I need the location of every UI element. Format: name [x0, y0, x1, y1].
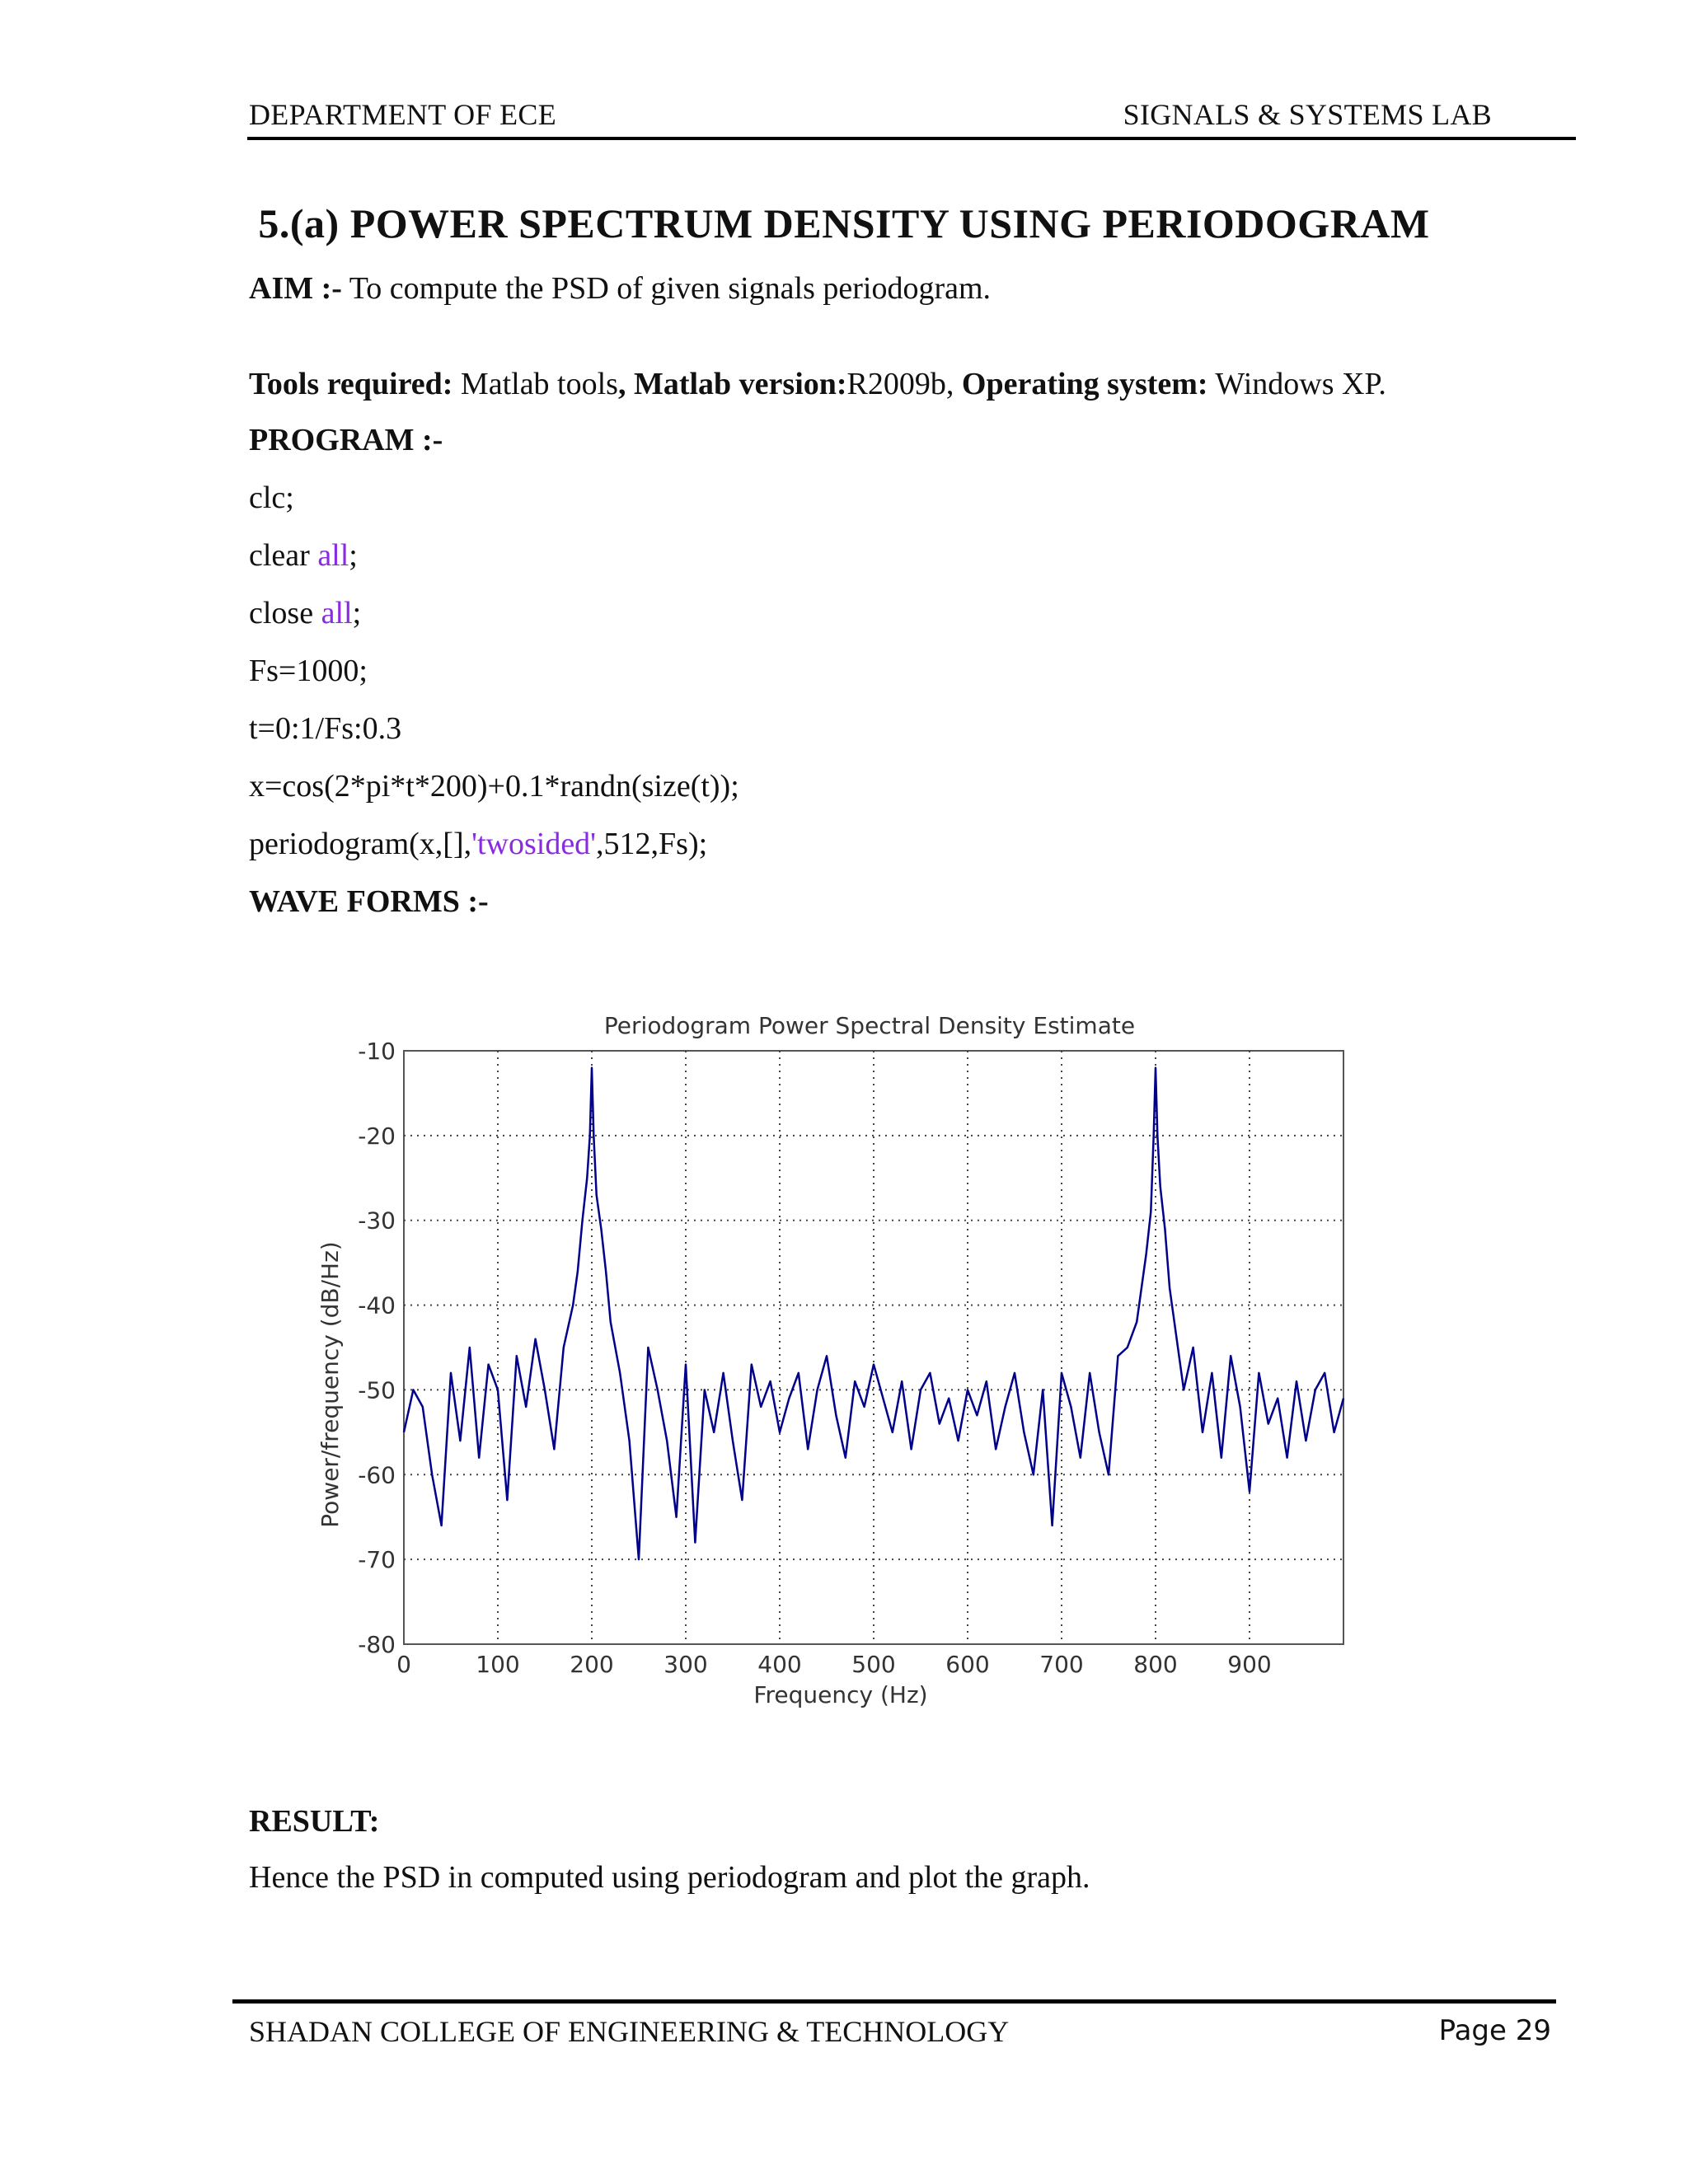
os-label: Operating system: [961, 367, 1208, 401]
x-tick-label: 800 [1133, 1651, 1178, 1678]
code-text: ; [349, 538, 358, 573]
y-tick-label: -30 [358, 1207, 396, 1235]
waveforms-heading: WAVE FORMS :- [249, 884, 489, 919]
chart-x-axis-label: Frequency (Hz) [753, 1681, 928, 1708]
code-text: close [249, 596, 321, 630]
matlab-version-value: R2009b, [846, 367, 962, 401]
header-rule [247, 137, 1576, 140]
y-tick-label: -80 [358, 1631, 396, 1658]
code-line-5: t=0:1/Fs:0.3 [249, 711, 402, 746]
x-tick-label: 500 [851, 1651, 896, 1678]
code-text: ; [352, 596, 362, 630]
psd-chart [297, 989, 1368, 1731]
x-tick-label: 900 [1227, 1651, 1272, 1678]
aim-text: To compute the PSD of given signals periodogram. [341, 271, 992, 306]
code-text: ,512,Fs); [596, 827, 708, 861]
code-line-4: Fs=1000; [249, 654, 368, 688]
code-string: 'twosided' [471, 827, 597, 861]
chart-title: Periodogram Power Spectral Density Estimate [603, 1012, 1136, 1039]
tools-line [249, 366, 1386, 402]
code-keyword: all [321, 596, 353, 630]
matlab-version-label: , Matlab version: [617, 367, 847, 401]
page-title: 5.(a) POWER SPECTRUM DENSITY USING PERIODOGRAM [258, 200, 1430, 246]
tools-label: Tools required: [249, 367, 453, 401]
result-text: Hence the PSD in computed using periodogram and plot the graph. [249, 1860, 1090, 1895]
y-tick-label: -60 [358, 1461, 396, 1489]
code-line-6: x=cos(2*pi*t*200)+0.1*randn(size(t)); [249, 769, 739, 804]
chart-y-axis-label: Power/frequency (dB/Hz) [316, 1241, 344, 1528]
tools-value: Matlab tools [452, 367, 618, 401]
y-tick-label: -70 [358, 1546, 396, 1574]
result-heading: RESULT: [249, 1804, 380, 1839]
code-text: clear [249, 538, 318, 573]
footer-rule [232, 1999, 1556, 2004]
footer-college: SHADAN COLLEGE OF ENGINEERING & TECHNOLOGY [249, 2015, 1010, 2048]
header-department: DEPARTMENT OF ECE [249, 98, 556, 131]
footer-page-number: Page 29 [1438, 2014, 1551, 2047]
os-value: Windows XP. [1207, 367, 1386, 401]
code-line-2 [249, 537, 358, 574]
x-tick-label: 300 [663, 1651, 708, 1678]
y-tick-label: -10 [358, 1038, 396, 1065]
code-text: periodogram(x,[], [249, 827, 472, 861]
aim-line [249, 270, 991, 307]
code-keyword: all [317, 538, 349, 573]
y-tick-label: -20 [358, 1122, 396, 1150]
x-tick-label: 100 [476, 1651, 520, 1678]
code-line-1: clc; [249, 480, 294, 515]
x-tick-label: 0 [396, 1651, 411, 1678]
x-tick-label: 700 [1039, 1651, 1084, 1678]
code-line-3 [249, 595, 361, 631]
header-lab-name: SIGNALS & SYSTEMS LAB [1123, 98, 1492, 131]
y-tick-label: -50 [358, 1376, 396, 1404]
aim-label: AIM :- [249, 271, 342, 306]
y-tick-label: -40 [358, 1291, 396, 1319]
psd-chart-svg [297, 989, 1368, 1731]
x-tick-label: 400 [757, 1651, 802, 1678]
x-tick-label: 600 [945, 1651, 990, 1678]
x-tick-label: 200 [570, 1651, 614, 1678]
code-line-7 [249, 826, 707, 862]
program-heading: PROGRAM :- [249, 423, 443, 457]
